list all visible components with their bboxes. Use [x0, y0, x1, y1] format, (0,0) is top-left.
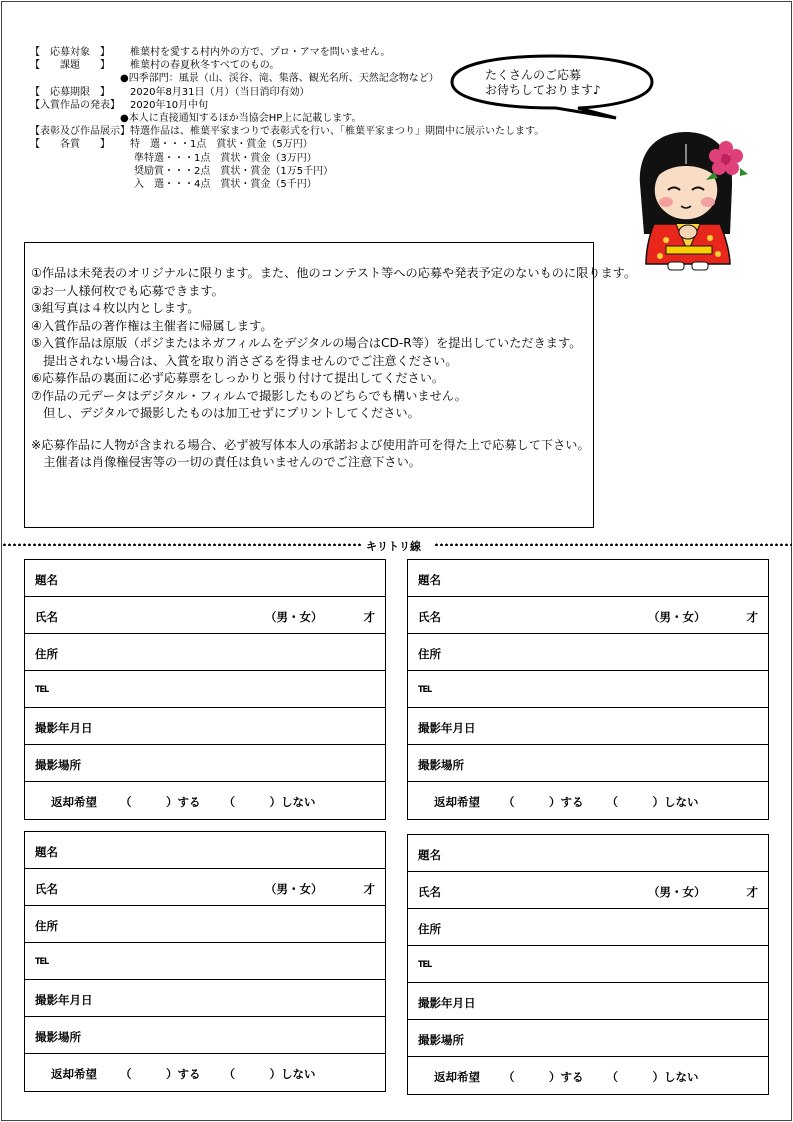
entry-rules	[24, 242, 637, 528]
info-row-prize-3: 奨励賞・・・2点 賞状・賞金（1万5千円）	[134, 165, 334, 177]
info-row-prizes: 【 各賞 】 特 選・・・1点 賞状・賞金（5万円）	[30, 139, 313, 151]
rule-item: ⑥応募作品の裏面に必ず応募票をしっかりと張り付けて提出してください。	[31, 371, 445, 385]
return-no-option[interactable]: （ ）しない	[606, 795, 699, 809]
entry-form-top-left	[24, 559, 386, 820]
info-row-target: 【 応募対象 】 椎葉村を愛する村内外の方で、プロ・アマを問いません。	[30, 47, 391, 58]
gender-choice[interactable]: （男・女）	[648, 610, 706, 624]
form-row-title[interactable]: 題名	[25, 560, 385, 597]
form-row-return: 返却希望 （ ）する （ ）しない	[434, 1070, 699, 1084]
return-no-option[interactable]: （ ）しない	[223, 795, 316, 809]
form-row-return: 返却希望 （ ）する （ ）しない	[51, 1067, 316, 1081]
rule-item: 提出されない場合は、入賞を取り消さざるを得ませんのでご注意ください。	[31, 353, 458, 368]
form-row-name[interactable]: 氏名 （男・女） 才	[408, 597, 768, 634]
info-row-deadline: 【 応募期限 】 2020年8月31日（月）（当日消印有効）	[30, 86, 310, 98]
form-row-address[interactable]: 住所	[408, 634, 768, 671]
cut-line-dots-right	[434, 543, 792, 546]
form-row-shoot-place[interactable]: 撮影場所	[408, 745, 768, 782]
return-yes-option[interactable]: （ ）する	[503, 1070, 584, 1084]
gender-choice[interactable]: （男・女）	[265, 610, 323, 624]
form-row-title[interactable]: 題名	[408, 560, 768, 597]
gender-choice[interactable]: （男・女）	[265, 882, 323, 896]
info-row-category: ●四季部門：風景（山、渓谷、滝、集落、観光名所、天然記念物など）	[120, 73, 439, 85]
form-row-name[interactable]: 氏名 （男・女） 才	[408, 872, 768, 909]
rule-note: ※応募作品に人物が含まれる場合、必ず被写体本人の承諾および使用許可を得た上で応募して下さい。	[31, 437, 590, 452]
return-yes-option[interactable]: （ ）する	[503, 795, 584, 809]
form-row-name[interactable]: 氏名 （男・女） 才	[25, 597, 385, 634]
info-row-prize-4: 入 選・・・4点 賞状・賞金（5千円）	[134, 179, 317, 191]
info-row-award-ceremony: 【表彰及び作品展示】 特選作品は、椎葉平家まつりで表彰式を行い、「椎葉平家まつり」期間中に展示いたします。	[30, 126, 545, 138]
gender-choice[interactable]: （男・女）	[648, 885, 706, 899]
mascot-girl-illustration	[630, 128, 750, 273]
form-row-shoot-place[interactable]: 撮影場所	[25, 745, 385, 782]
form-row-shoot-place[interactable]: 撮影場所	[25, 1017, 385, 1054]
form-row-name[interactable]: 氏名 （男・女） 才	[25, 869, 385, 906]
entry-form-bottom-right	[407, 834, 769, 1095]
rule-item: ②お一人様何枚でも応募できます。	[31, 283, 224, 298]
form-row-shoot-date[interactable]: 撮影年月日	[25, 708, 385, 745]
form-row-shoot-place[interactable]: 撮影場所	[408, 1020, 768, 1057]
entry-form-bottom-left	[24, 831, 386, 1092]
rule-item: ④入賞作品の著作権は主催者に帰属します。	[31, 318, 273, 333]
form-row-return: 返却希望 （ ）する （ ）しない	[51, 795, 316, 809]
form-row-tel[interactable]: TEL	[25, 943, 385, 980]
entry-form-top-right	[407, 559, 769, 820]
form-row-title[interactable]: 題名	[25, 832, 385, 869]
form-row-tel[interactable]: TEL	[25, 671, 385, 708]
form-row-address[interactable]: 住所	[25, 634, 385, 671]
form-row-shoot-date[interactable]: 撮影年月日	[408, 983, 768, 1020]
return-no-option[interactable]: （ ）しない	[606, 1070, 699, 1084]
info-row-announcement: 【入賞作品の発表】 2020年10月中旬	[30, 99, 209, 111]
form-row-return: 返却希望 （ ）する （ ）しない	[434, 795, 699, 809]
rule-item: ⑤入賞作品は原版（ポジまたはネガフィルムをデジタルの場合はCD-R等）を提出していただきます。	[31, 336, 582, 350]
form-row-address[interactable]: 住所	[25, 906, 385, 943]
cut-line-dots-left	[2, 543, 362, 546]
return-yes-option[interactable]: （ ）する	[120, 795, 201, 809]
cut-line	[0, 538, 793, 553]
return-no-option[interactable]: （ ）しない	[223, 1067, 316, 1081]
form-row-tel[interactable]: TEL	[408, 671, 768, 708]
speech-bubble: たくさんのご応募 お待ちしております♪	[485, 68, 601, 97]
rule-item: ③組写真は４枚以内とします。	[31, 301, 200, 315]
rule-item: 但し、デジタルで撮影したものは加工せずにプリントしてください。	[31, 406, 420, 420]
form-row-address[interactable]: 住所	[408, 909, 768, 946]
rule-note: 主催者は肖像権侵害等の一切の責任は負いませんのでご注意下さい。	[31, 455, 421, 469]
return-yes-option[interactable]: （ ）する	[120, 1067, 201, 1081]
info-row-theme: 【 課題 】 椎葉村の春夏秋冬すべてのもの。	[30, 60, 280, 72]
info-row-prize-2: 準特選・・・1点 賞状・賞金（3万円）	[134, 152, 317, 164]
form-row-tel[interactable]: TEL	[408, 946, 768, 983]
form-row-title[interactable]: 題名	[408, 835, 768, 872]
info-row-notice: ●本人に直接通知するほか当協会HP上に記載します。	[120, 113, 362, 125]
form-row-shoot-date[interactable]: 撮影年月日	[25, 980, 385, 1017]
rule-item: ⑦作品の元データはデジタル・フィルムで撮影したものどちらでも構いません。	[31, 388, 467, 403]
rule-item: ①作品は未発表のオリジナルに限ります。また、他のコンテスト等への応募や発表予定のないものに限ります。	[31, 266, 637, 280]
cut-line-label: キリトリ線	[366, 540, 421, 553]
form-row-shoot-date[interactable]: 撮影年月日	[408, 708, 768, 745]
